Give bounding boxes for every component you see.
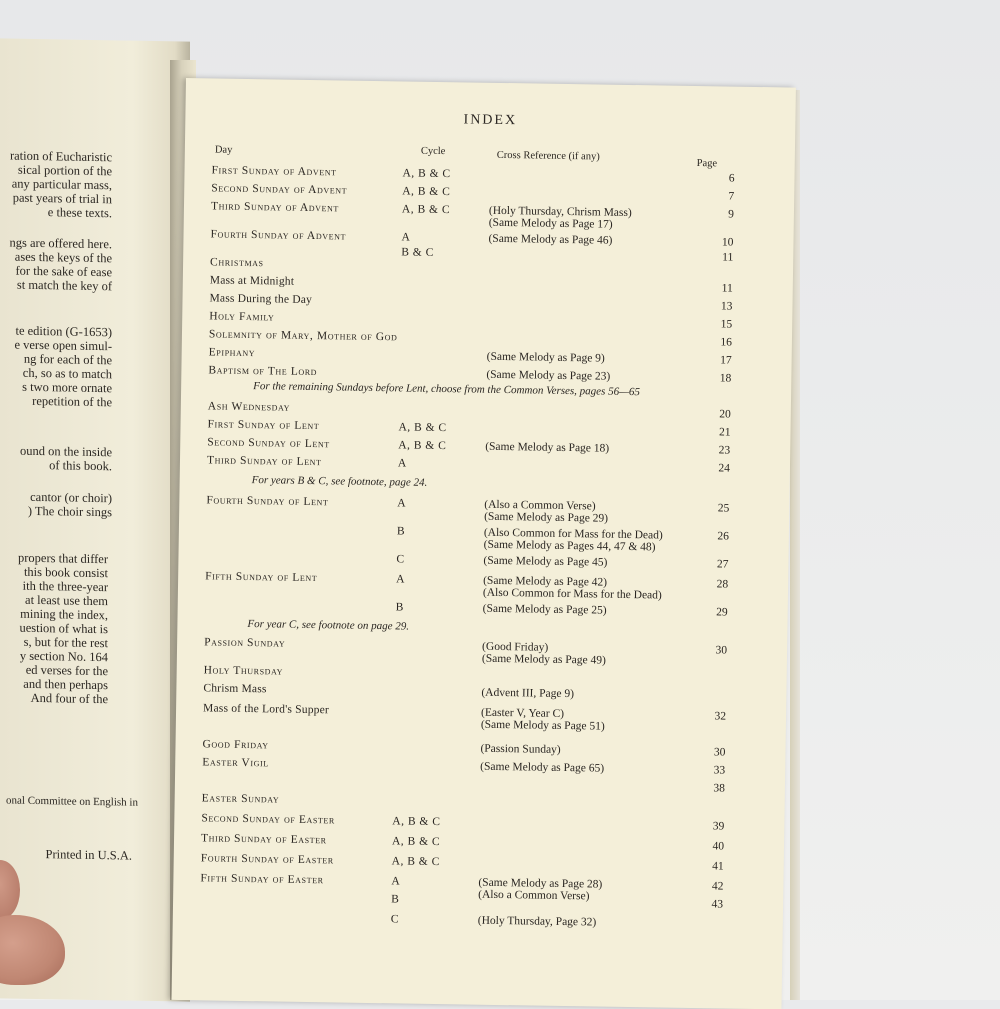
text-line: And four of the bbox=[18, 691, 108, 707]
row-page: 30 bbox=[695, 746, 725, 758]
row-cross-reference: (Holy Thursday, Chrism Mass) bbox=[489, 205, 632, 219]
row-cycle: A, B & C bbox=[402, 167, 450, 180]
row-page: 21 bbox=[700, 426, 730, 438]
row-cross-reference: (Passion Sunday) bbox=[480, 743, 560, 756]
row-day: Solemnity of Mary, Mother of God bbox=[209, 328, 398, 343]
left-paragraph-6 bbox=[18, 551, 108, 707]
row-cross-reference: (Also Common for Mass for the Dead) bbox=[484, 527, 663, 542]
text-line: sical portion of the bbox=[10, 163, 112, 179]
row-day: Passion Sunday bbox=[204, 636, 285, 649]
row-day: Mass of the Lord's Supper bbox=[203, 702, 329, 716]
row-day: Mass During the Day bbox=[209, 292, 312, 306]
row-day: Mass at Midnight bbox=[210, 274, 295, 287]
row-page: 26 bbox=[699, 530, 729, 542]
text-line: ngs are offered here. bbox=[10, 236, 113, 252]
index-row bbox=[176, 702, 776, 725]
header-page: Page bbox=[697, 158, 718, 169]
row-cross-reference-line2: (Same Melody as Pages 44, 47 & 48) bbox=[484, 539, 656, 554]
row-day: Easter Vigil bbox=[202, 756, 269, 769]
text-line: ith the three-year bbox=[18, 579, 108, 595]
left-paragraph-5 bbox=[28, 490, 112, 519]
row-day: Fifth Sunday of Lent bbox=[205, 570, 317, 584]
row-cross-reference-line2: (Same Melody as Page 51) bbox=[481, 719, 605, 733]
row-day: Fifth Sunday of Easter bbox=[200, 872, 323, 886]
row-day: Third Sunday of Lent bbox=[207, 454, 322, 468]
row-cycle: A, B & C bbox=[392, 835, 440, 848]
row-page: 17 bbox=[702, 354, 732, 366]
row-cycle: A bbox=[398, 457, 407, 469]
row-page: 9 bbox=[704, 208, 734, 220]
row-cross-reference: (Same Melody as Page 25) bbox=[483, 603, 607, 617]
footnote-lent: For years B & C, see footnote, page 24. bbox=[252, 474, 428, 489]
row-cross-reference-line2: (Same Melody as Page 17) bbox=[489, 217, 613, 231]
row-page: 42 bbox=[693, 880, 723, 892]
row-page: 20 bbox=[701, 408, 731, 420]
row-cycle: A, B & C bbox=[402, 185, 450, 198]
row-day: Epiphany bbox=[209, 346, 256, 359]
row-cross-reference-line2: (Also a Common Verse) bbox=[478, 889, 589, 903]
text-line: st match the key of bbox=[10, 278, 113, 294]
row-cross-reference: (Same Melody as Page 28) bbox=[478, 877, 602, 891]
index-row bbox=[178, 550, 778, 573]
printed-note: Printed in U.S.A. bbox=[46, 847, 132, 863]
text-line: e verse open simul- bbox=[14, 338, 112, 354]
header-cycle: Cycle bbox=[421, 146, 446, 157]
index-row bbox=[177, 636, 777, 659]
row-cycle: C bbox=[391, 913, 399, 925]
row-cross-reference: (Advent III, Page 9) bbox=[481, 687, 574, 700]
row-page: 25 bbox=[699, 502, 729, 514]
left-paragraph-2 bbox=[10, 236, 113, 294]
row-day: Fourth Sunday of Easter bbox=[201, 852, 334, 866]
row-page: 15 bbox=[702, 318, 732, 330]
text-line: e these texts. bbox=[10, 205, 112, 221]
left-page bbox=[0, 38, 190, 1001]
row-day: Third Sunday of Advent bbox=[211, 200, 339, 214]
index-row bbox=[178, 570, 778, 593]
text-line: mining the index, bbox=[18, 607, 108, 623]
row-page: 13 bbox=[702, 300, 732, 312]
text-line: any particular mass, bbox=[10, 177, 112, 193]
index-row bbox=[173, 910, 773, 933]
text-line: cantor (or choir) bbox=[28, 490, 112, 505]
row-cross-reference: (Same Melody as Page 18) bbox=[485, 441, 609, 455]
text-line: and then perhaps bbox=[18, 677, 108, 693]
row-page: 6 bbox=[704, 172, 734, 184]
text-line: this book consist bbox=[18, 565, 108, 581]
text-line: y section No. 164 bbox=[18, 649, 108, 665]
left-paragraph-3 bbox=[14, 324, 112, 410]
index-row bbox=[174, 812, 774, 835]
row-page: 27 bbox=[698, 558, 728, 570]
row-cycle: B bbox=[397, 525, 405, 537]
text-line: s, but for the rest bbox=[18, 635, 108, 651]
row-cross-reference: (Same Melody as Page 23) bbox=[486, 369, 610, 383]
footnote-year-c: For year C, see footnote on page 29. bbox=[247, 618, 409, 633]
row-day: First Sunday of Lent bbox=[207, 418, 319, 432]
index-row bbox=[179, 522, 779, 545]
row-day: Third Sunday of Easter bbox=[201, 832, 327, 846]
row-cross-reference: (Same Melody as Page 65) bbox=[480, 761, 604, 775]
row-cross-reference: (Good Friday) bbox=[482, 641, 548, 654]
row-page: 33 bbox=[695, 764, 725, 776]
row-cross-reference-line2: (Same Melody as Page 29) bbox=[484, 511, 608, 525]
row-cycle: A, B & C bbox=[402, 203, 450, 216]
row-page: 18 bbox=[701, 372, 731, 384]
index-row bbox=[174, 832, 774, 855]
header-cross-reference: Cross Reference (if any) bbox=[497, 150, 600, 163]
text-line: ed verses for the bbox=[18, 663, 108, 679]
row-cycle: A bbox=[397, 497, 406, 509]
row-cycle: A bbox=[396, 573, 405, 585]
row-cross-reference: (Holy Thursday, Page 32) bbox=[478, 915, 597, 929]
text-line: propers that differ bbox=[18, 551, 108, 567]
row-day: Fourth Sunday of Advent bbox=[210, 228, 346, 242]
text-line: ng for each of the bbox=[14, 352, 112, 368]
row-page: 24 bbox=[700, 462, 730, 474]
row-cross-reference: (Same Melody as Page 45) bbox=[483, 555, 607, 569]
row-cycle: B & C bbox=[401, 246, 434, 259]
row-cross-reference-line2: (Also Common for Mass for the Dead) bbox=[483, 587, 662, 602]
row-day: Good Friday bbox=[202, 738, 268, 751]
row-day: Ash Wednesday bbox=[208, 400, 290, 413]
text-line: ases the keys of the bbox=[10, 250, 113, 266]
row-page: 32 bbox=[696, 710, 726, 722]
row-page: 29 bbox=[698, 606, 728, 618]
row-day: Fourth Sunday of Lent bbox=[206, 494, 328, 508]
text-line: s two more ornate bbox=[14, 380, 112, 396]
row-day: Second Sunday of Easter bbox=[201, 812, 335, 826]
text-line: ch, so as to match bbox=[14, 366, 112, 382]
row-page: 10 bbox=[703, 236, 733, 248]
row-page: 30 bbox=[697, 644, 727, 656]
row-cycle: A, B & C bbox=[398, 439, 446, 452]
left-paragraph-7 bbox=[6, 793, 138, 809]
row-cycle: A bbox=[391, 875, 400, 887]
text-line: onal Committee on English in bbox=[6, 793, 138, 809]
row-page: 16 bbox=[702, 336, 732, 348]
row-day: Baptism of The Lord bbox=[208, 364, 317, 378]
row-page: 43 bbox=[693, 898, 723, 910]
text-line: of this book. bbox=[20, 458, 112, 474]
text-line: past years of trial in bbox=[10, 191, 112, 207]
text-line: ration of Eucharistic bbox=[10, 149, 112, 165]
row-day: Second Sunday of Advent bbox=[211, 182, 347, 196]
row-cycle: A, B & C bbox=[398, 421, 446, 434]
index-row bbox=[174, 852, 774, 875]
row-page: 39 bbox=[694, 820, 724, 832]
index-page bbox=[172, 78, 796, 1009]
row-page: 40 bbox=[694, 840, 724, 852]
text-line: at least use them bbox=[18, 593, 108, 609]
row-page: 28 bbox=[698, 578, 728, 590]
text-line: ound on the inside bbox=[20, 444, 112, 460]
row-day: Easter Sunday bbox=[202, 792, 280, 805]
row-page: 11 bbox=[703, 251, 733, 263]
row-page: 38 bbox=[695, 782, 725, 794]
row-cycle: A, B & C bbox=[392, 855, 440, 868]
index-row bbox=[179, 494, 779, 517]
row-page: 7 bbox=[704, 190, 734, 202]
row-cycle: A bbox=[401, 231, 410, 243]
row-day: Christmas bbox=[210, 256, 264, 269]
row-cross-reference: (Same Melody as Page 9) bbox=[487, 351, 605, 365]
text-line: repetition of the bbox=[14, 394, 112, 410]
row-page: 41 bbox=[694, 860, 724, 872]
row-cycle: B bbox=[396, 601, 404, 613]
footnote-common-verses: For the remaining Sundays before Lent, choose from the Common Verses, pages 56—65 bbox=[253, 380, 640, 398]
row-day: Chrism Mass bbox=[203, 682, 266, 695]
page-title: INDEX bbox=[185, 108, 795, 134]
row-page: 23 bbox=[700, 444, 730, 456]
row-cycle: A, B & C bbox=[392, 815, 440, 828]
left-paragraph-4 bbox=[20, 444, 112, 474]
text-line: ) The choir sings bbox=[28, 504, 112, 519]
row-cross-reference: (Same Melody as Page 46) bbox=[488, 233, 612, 247]
row-cycle: C bbox=[396, 553, 404, 565]
row-cross-reference: (Easter V, Year C) bbox=[481, 707, 564, 720]
row-cross-reference-line2: (Same Melody as Page 49) bbox=[482, 653, 606, 667]
row-cross-reference: (Also a Common Verse) bbox=[484, 499, 595, 513]
row-cycle: B bbox=[391, 893, 399, 905]
left-paragraph-1 bbox=[10, 149, 112, 221]
row-day: Holy Family bbox=[209, 310, 274, 323]
text-line: te edition (G-1653) bbox=[14, 324, 112, 340]
row-cross-reference: (Same Melody as Page 42) bbox=[483, 575, 607, 589]
text-line: for the sake of ease bbox=[10, 264, 113, 280]
row-day: Holy Thursday bbox=[204, 664, 284, 677]
row-day: First Sunday of Advent bbox=[211, 164, 336, 178]
header-day: Day bbox=[215, 144, 233, 155]
row-page: 11 bbox=[703, 282, 733, 294]
text-line: uestion of what is bbox=[18, 621, 108, 637]
row-day: Second Sunday of Lent bbox=[207, 436, 330, 450]
